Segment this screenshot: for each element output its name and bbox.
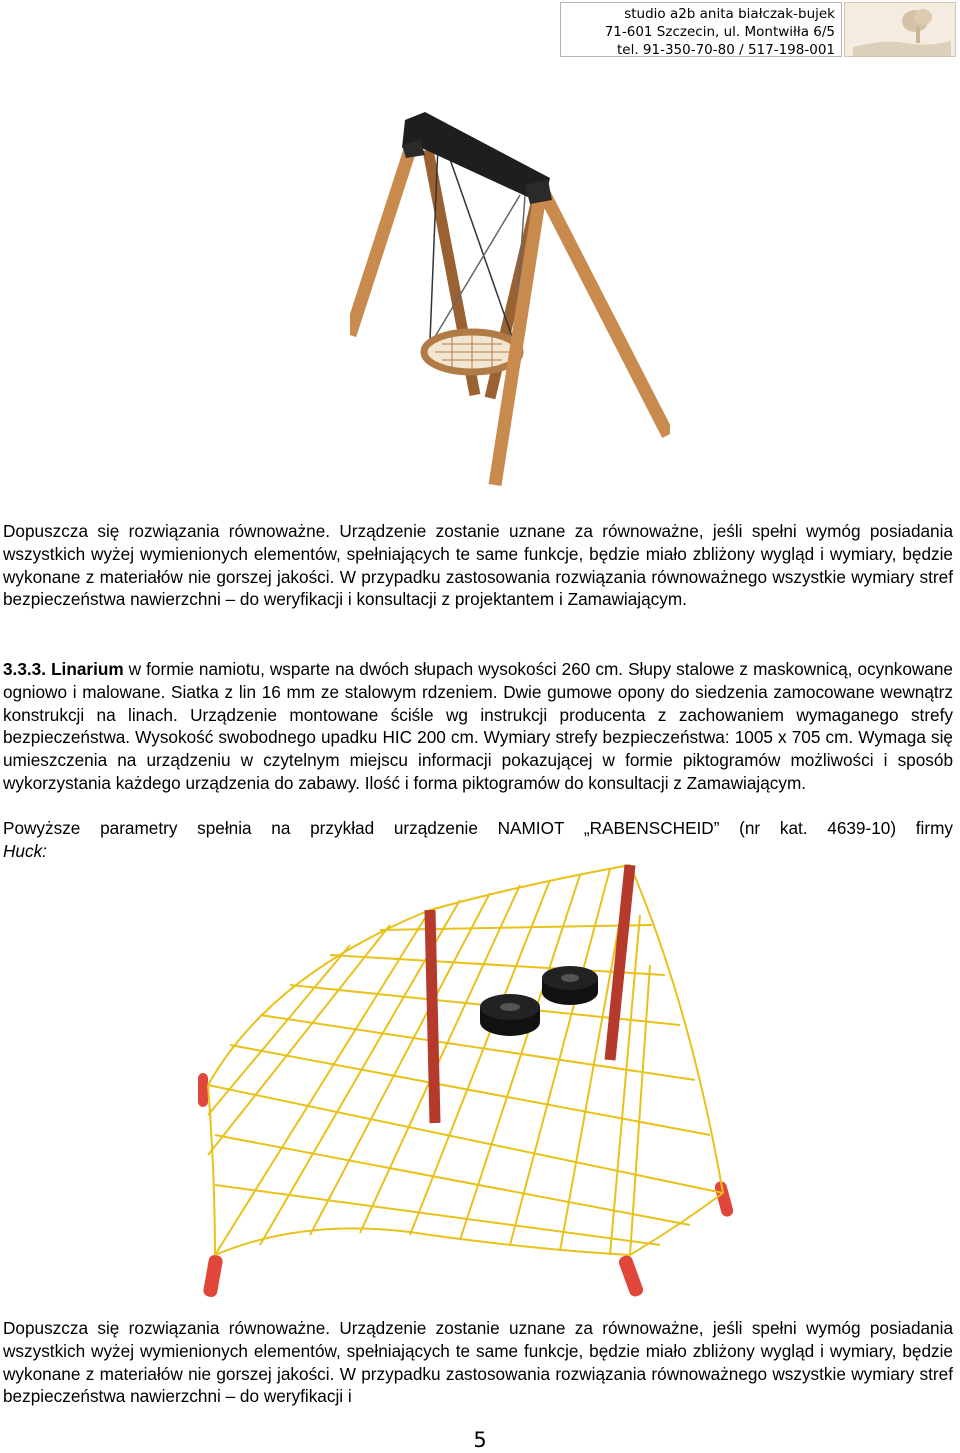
studio-name: studio a2b anita białczak-bujek	[624, 6, 835, 22]
rope-net-tent-illustration	[190, 855, 770, 1305]
section-description: w formie namiotu, wsparte na dwóch słupach wysokości 260 cm. Słupy stalowe z maskownicą, ocynkowane ogniowo i malowane. Siatka z lin 16 mm ze stalowym rdzeniem. Dwie gumowe opony do siedzenia zamocowane wewnątrz konstrukcji na linach. Urządzenie montowane ściśle wg instrukcji producenta z zachowaniem wymaganego strefy bezpieczeństwa. Wysokość swobodnego upadku HIC 200 cm. Wymiary strefy bezpieczeństwa: 1005 x 705 cm. Wymaga się umieszczenia na urządzeniu w czytelnym miejscu informacji pokazującej w formie piktogramów możliwości i sposób wykorzystania każdego urządzenia do zabawy. Ilość i forma piktogramów do konsultacji z Zamawiającym.	[3, 659, 953, 793]
header-address-box	[560, 2, 842, 57]
header-text	[605, 5, 835, 59]
nest-swing-illustration	[350, 100, 670, 500]
page-number: 5	[473, 1428, 487, 1452]
equivalence-paragraph-2: Dopuszcza się rozwiązania równoważne. Urządzenie zostanie uznane za równoważne, jeśli spełni wymóg posiadania wszystkich wyżej wymienionych elementów, spełniających te same funkcje, będzie miało zbliżony wygląd i wymiary, będzie wykonane z materiałów nie gorszej jakości. W przypadku zastosowania rozwiązania równoważnego wszystkie wymiary stref bezpieczeństwa nawierzchni – do weryfikacji i	[3, 1318, 953, 1407]
studio-logo	[844, 2, 956, 57]
example-product-paragraph	[3, 817, 953, 840]
section-name: Linarium	[51, 659, 124, 679]
studio-address: 71-601 Szczecin, ul. Montwiłła 6/5	[604, 24, 835, 40]
section-number: 3.3.3.	[3, 659, 47, 679]
equivalence-paragraph-1: Dopuszcza się rozwiązania równoważne. Urządzenie zostanie uznane za równoważne, jeśli spełni wymóg posiadania wszystkich wyżej wymienionych elementów, spełniających te same funkcje, będzie miało zbliżony wygląd i wymiary, będzie wykonane z materiałów nie gorszej jakości. W przypadku zastosowania rozwiązania równoważnego wszystkie wymiary stref bezpieczeństwa nawierzchni – do weryfikacji i konsultacji z projektantem i Zamawiającym.	[3, 521, 953, 610]
linarium-section-paragraph	[3, 658, 953, 795]
studio-phone: tel. 91-350-70-80 / 517-198-001	[616, 42, 835, 58]
example-product-text: Powyższe parametry spełnia na przykład urządzenie NAMIOT „RABENSCHEID” (nr kat. 4639-10) firmy	[3, 818, 953, 838]
company-name: Huck:	[3, 841, 47, 861]
tree-logo-icon	[845, 3, 955, 56]
